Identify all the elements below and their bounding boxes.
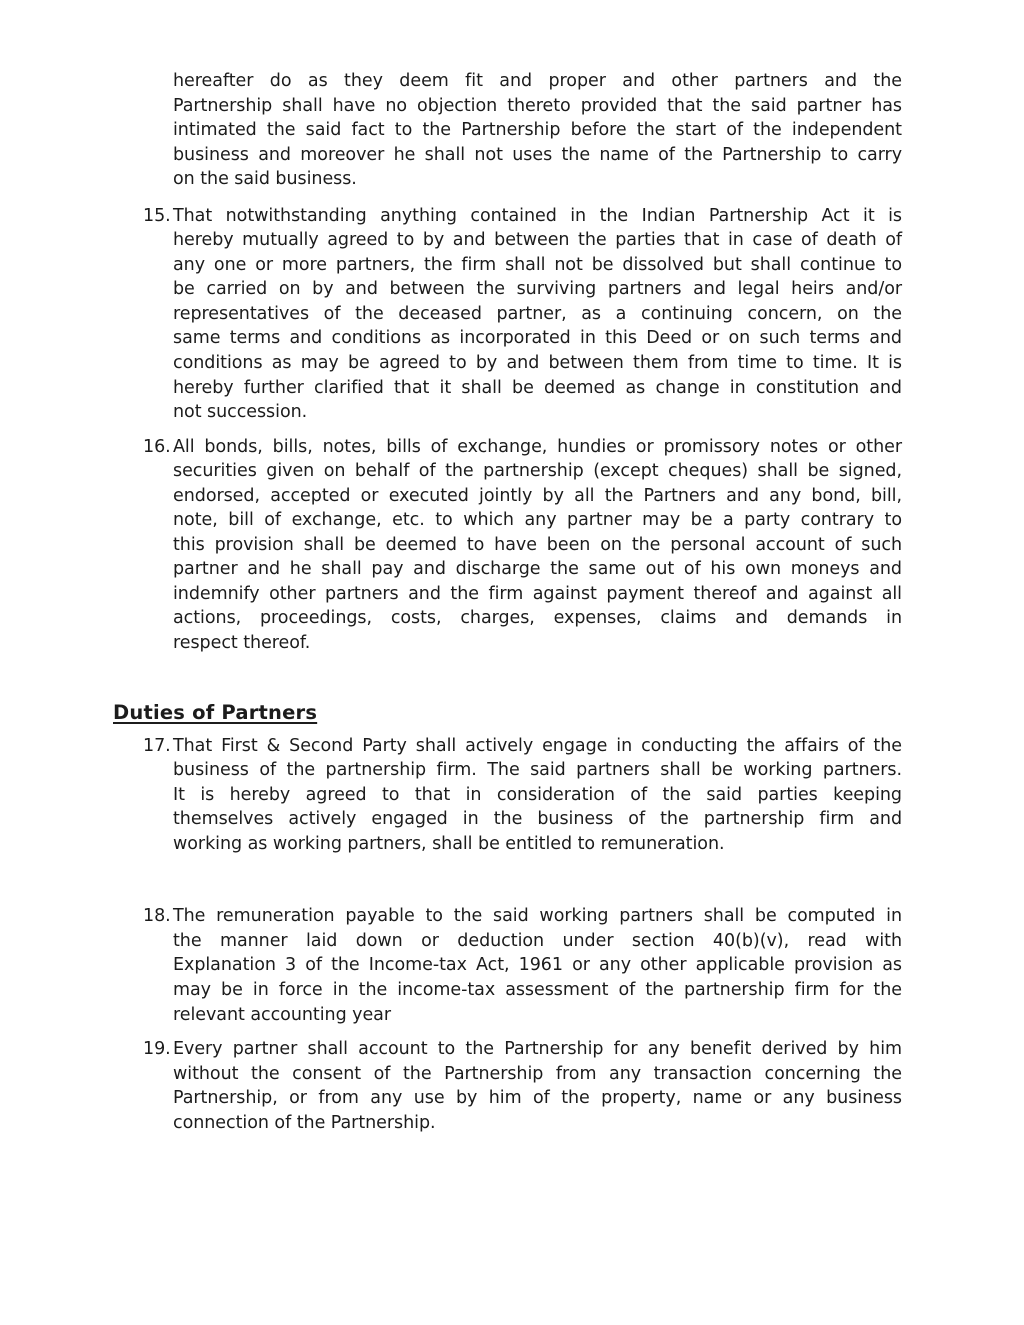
- text-line: business of the partnership firm. The said partners shall be working partners.: [173, 760, 902, 781]
- text-line: representatives of the deceased partner, as a continuing concern, on the: [173, 303, 902, 324]
- text-line: Partnership shall have no objection thereto provided that the said partner has: [173, 95, 902, 116]
- text-line: themselves actively engaged in the business of the partnership firm and: [173, 809, 902, 830]
- text-line: endorsed, accepted or executed jointly by all the Partners and any bond, bill,: [173, 485, 902, 506]
- text-line: this provision shall be deemed to have been on the personal account of such: [173, 534, 902, 555]
- text-line: securities given on behalf of the partnership (except cheques) shall be signed,: [173, 461, 902, 482]
- text-line: same terms and conditions as incorporated in this Deed or on such terms and: [173, 328, 902, 349]
- clause-number: 19.: [143, 1039, 171, 1060]
- clause-number: 18.: [143, 906, 171, 927]
- text-line: Partnership, or from any use by him of the property, name or any business: [173, 1088, 902, 1109]
- paragraph: [113, 1037, 902, 1135]
- clause-number: 15.: [143, 205, 171, 226]
- text-line: working as working partners, shall be entitled to remuneration.: [173, 833, 725, 854]
- text-line: actions, proceedings, costs, charges, expenses, claims and demands in: [173, 608, 902, 629]
- text-line: Explanation 3 of the Income-tax Act, 1961 or any other applicable provision as: [173, 955, 902, 976]
- text-line: the manner laid down or deduction under section 40(b)(v), read with: [173, 930, 902, 951]
- clause-number: 16.: [143, 436, 171, 457]
- text-line: any one or more partners, the firm shall not be dissolved but shall continue to: [173, 254, 902, 275]
- text-line: conditions as may be agreed to by and between them from time to time. It is: [173, 353, 902, 374]
- text-line: The remuneration payable to the said working partners shall be computed in: [173, 906, 902, 927]
- text-line: without the consent of the Partnership from any transaction concerning the: [173, 1063, 902, 1084]
- text-line: intimated the said fact to the Partnership before the start of the independent: [173, 120, 902, 141]
- paragraph: [113, 69, 902, 192]
- text-line: not succession.: [173, 402, 308, 423]
- text-line: All bonds, bills, notes, bills of exchange, hundies or promissory notes or other: [173, 436, 902, 457]
- clause-number: 17.: [143, 735, 171, 756]
- text-line: may be in force in the income-tax assessment of the partnership firm for the: [173, 979, 902, 1000]
- text-line: That notwithstanding anything contained in the Indian Partnership Act it is: [173, 205, 902, 226]
- text-line: hereby mutually agreed to by and between the parties that in case of death of: [173, 230, 902, 251]
- paragraph: [113, 204, 902, 425]
- text-line: connection of the Partnership.: [173, 1112, 436, 1133]
- text-line: on the said business.: [173, 169, 357, 190]
- text-line: relevant accounting year: [173, 1004, 391, 1025]
- section-heading: Duties of Partners: [113, 700, 318, 724]
- text-line: be carried on by and between the surviving partners and legal heirs and/or: [173, 279, 902, 300]
- paragraph: [113, 734, 902, 857]
- text-line: partner and he shall pay and discharge the same out of his own moneys and: [173, 559, 902, 580]
- paragraph: [113, 904, 902, 1027]
- text-line: It is hereby agreed to that in consideration of the said parties keeping: [173, 784, 902, 805]
- paragraph: [113, 435, 902, 656]
- text-line: business and moreover he shall not uses the name of the Partnership to carry: [173, 144, 902, 165]
- text-line: indemnify other partners and the firm against payment thereof and against all: [173, 583, 902, 604]
- text-line: respect thereof.: [173, 633, 311, 654]
- document-body: [113, 69, 902, 1135]
- text-line: hereafter do as they deem fit and proper and other partners and the: [173, 71, 902, 91]
- text-line: hereby further clarified that it shall be deemed as change in constitution and: [173, 377, 902, 398]
- text-line: Every partner shall account to the Partnership for any benefit derived by him: [173, 1039, 902, 1060]
- text-line: That First & Second Party shall actively engage in conducting the affairs of the: [173, 735, 902, 756]
- text-line: note, bill of exchange, etc. to which any partner may be a party contrary to: [173, 510, 902, 531]
